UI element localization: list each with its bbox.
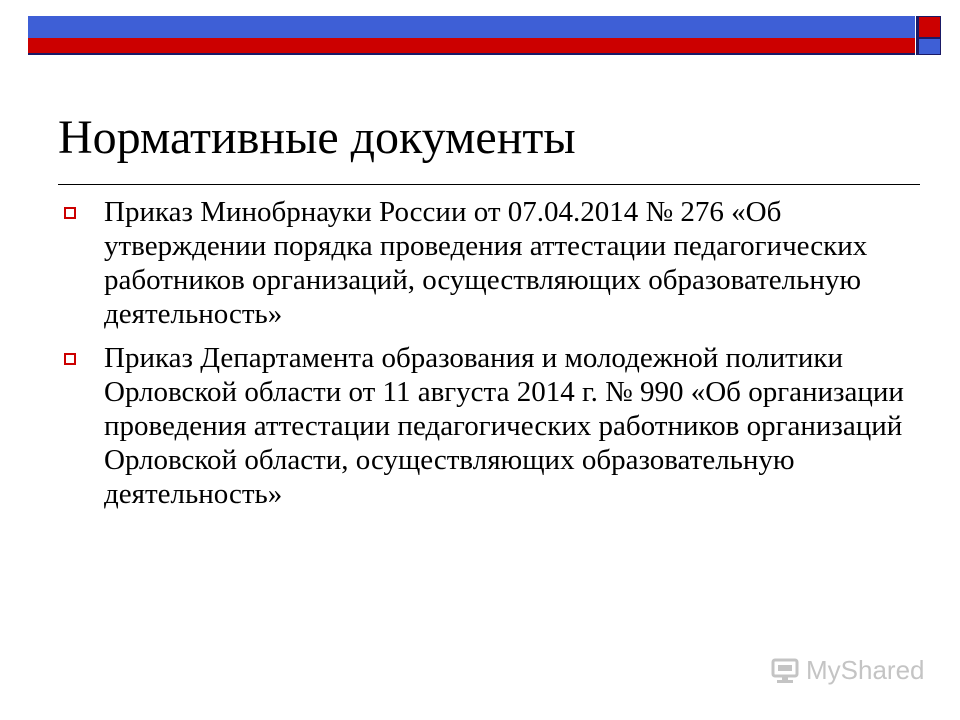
square-bullet-icon: [64, 353, 76, 365]
corner-square-red: [918, 16, 941, 38]
bullet-list: [58, 195, 908, 521]
monitor-icon: [770, 656, 800, 686]
square-bullet-icon: [64, 207, 76, 219]
slide-title: Нормативные документы: [58, 111, 576, 164]
watermark: [770, 655, 925, 686]
watermark-text: MyShared: [806, 655, 925, 685]
title-underline: [58, 184, 920, 185]
list-item: [58, 195, 908, 331]
bullet-text: Приказ Минобрнауки России от 07.04.2014 № 276 «Об утверждении порядка проведения аттестации педагогических работников организаций, осуществляющих образовательную деятельность»: [104, 196, 868, 330]
bullet-text: Приказ Департамента образования и молодежной политики Орловской области от 11 августа 2014 г. № 990 «Об организации проведения аттестации педагогических работников организаций Орловской области, осуществляющих образовательную деятельность»: [104, 342, 904, 510]
list-item: [58, 341, 908, 511]
header-bar-blue: [28, 16, 915, 38]
corner-square-blue: [918, 38, 941, 55]
header-baseline: [28, 53, 915, 55]
header-bar-red: [28, 38, 915, 54]
